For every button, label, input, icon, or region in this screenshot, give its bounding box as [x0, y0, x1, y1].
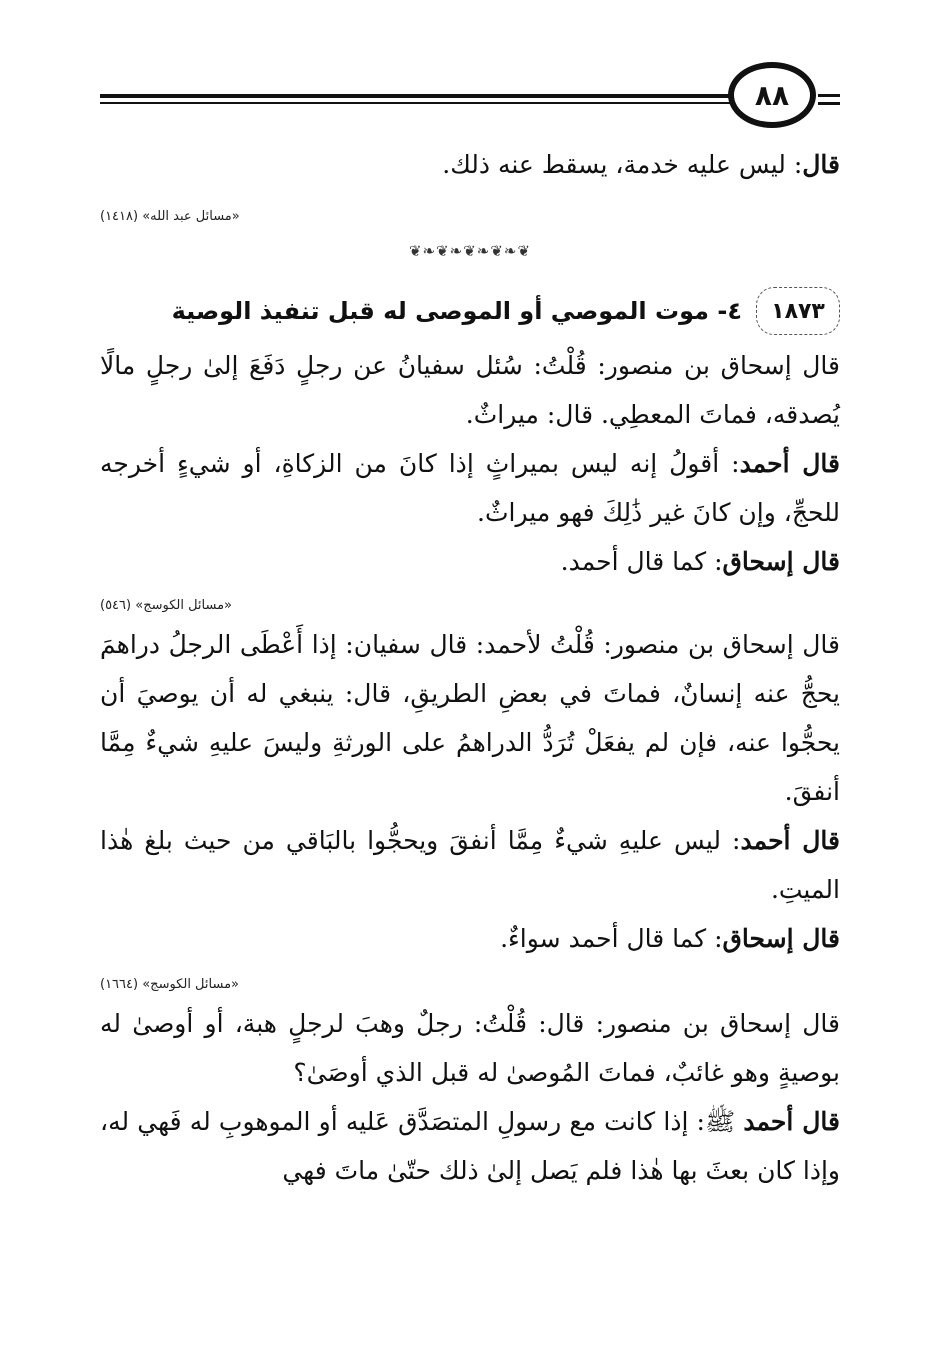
- source-citation: «مسائل عبد الله» (١٤١٨): [100, 209, 240, 224]
- paragraph-text: : ليس عليهِ شيءٌ مِمَّا أنفقَ ويحجُّوا بالبَاقي من حيث بلغ هٰذا الميتِ.: [100, 826, 840, 904]
- paragraph-text: قال إسحاق بن منصور: قُلْتُ: سُئل سفيانُ عن رجلٍ دَفَعَ إلىٰ رجلٍ مالًا يُصدقه، فماتَ المعطِي. قال: ميراثٌ.: [100, 351, 840, 429]
- paragraph-text: : أقولُ إنه ليس بميراثٍ إذا كانَ من الزكاةِ، أو شيءٍ أخرجه للحجِّ، وإن كانَ غير ذَٰلِكَ فهو ميراثٌ.: [100, 449, 840, 527]
- paragraph-text: قال إسحاق بن منصور: قال: قُلْتُ: رجلٌ وهبَ لرجلٍ هبة، أو أوصىٰ له بوصيةٍ وهو غائبٌ، فماتَ المُوصىٰ له قبل الذي أوصَىٰ؟: [100, 1009, 840, 1087]
- heading-title: ٤- موت الموصي أو الموصى له قبل تنفيذ الوصية: [171, 297, 742, 325]
- source-citation: «مسائل الكوسج» (٥٤٦): [100, 598, 233, 613]
- paragraph-text: قال إسحاق بن منصور: قُلْتُ لأحمد: قال سفيان: إذا أَعْطَى الرجلُ دراهمَ يحجُّ عنه إنسانٌ، فماتَ في بعضِ الطريقِ، قال: ينبغي له أن يوصيَ أن يحجُّوا عنه، فإن لم يفعَلْ تُرَدُّ الدراهمُ على الورثةِ وليسَ عليهِ شيءٌ مِمَّا أنفقَ.: [100, 630, 840, 806]
- paragraph: [100, 1097, 840, 1195]
- speaker-label: قال أحمد: [740, 826, 841, 855]
- page-number: ٨٨: [728, 62, 816, 128]
- header-rule: [100, 94, 730, 98]
- speaker-label: قال: [802, 150, 840, 179]
- page-header: [100, 62, 840, 132]
- paragraph-text: ﷺ: إذا كانت مع رسولِ المتصَدَّق عَليه أو الموهوبِ له فَهي له، وإذا كان بعثَ بها هٰذا فلم يَصل إلىٰ ذلك حتّىٰ ماتَ فهي: [100, 1107, 840, 1185]
- header-rule: [818, 94, 840, 97]
- speaker-label: قال أحمد: [739, 449, 840, 478]
- paragraph: [100, 816, 840, 914]
- paragraph-text: : كما قال أحمد سواءٌ.: [500, 924, 723, 953]
- speaker-label: قال إسحاق: [722, 547, 840, 576]
- paragraph-text: : ليس عليه خدمة، يسقط عنه ذلك.: [442, 150, 803, 179]
- paragraph: [100, 140, 840, 189]
- paragraph: [100, 999, 840, 1097]
- page-body: [100, 140, 840, 1195]
- speaker-label: قال إسحاق: [722, 924, 840, 953]
- paragraph: [100, 537, 840, 586]
- paragraph: [100, 914, 840, 963]
- ornament-divider: ❦❧❦❧❦❧❦❧❦: [408, 242, 532, 260]
- issue-number-badge: ١٨٧٣: [756, 287, 840, 335]
- paragraph: [100, 341, 840, 439]
- header-rule: [100, 102, 730, 104]
- paragraph-text: : كما قال أحمد.: [560, 547, 723, 576]
- speaker-label: قال أحمد: [743, 1107, 840, 1136]
- section-heading: [100, 287, 840, 335]
- source-citation: «مسائل الكوسج» (١٦٦٤): [100, 977, 239, 992]
- paragraph: [100, 439, 840, 537]
- paragraph: [100, 620, 840, 816]
- header-rule: [818, 102, 840, 105]
